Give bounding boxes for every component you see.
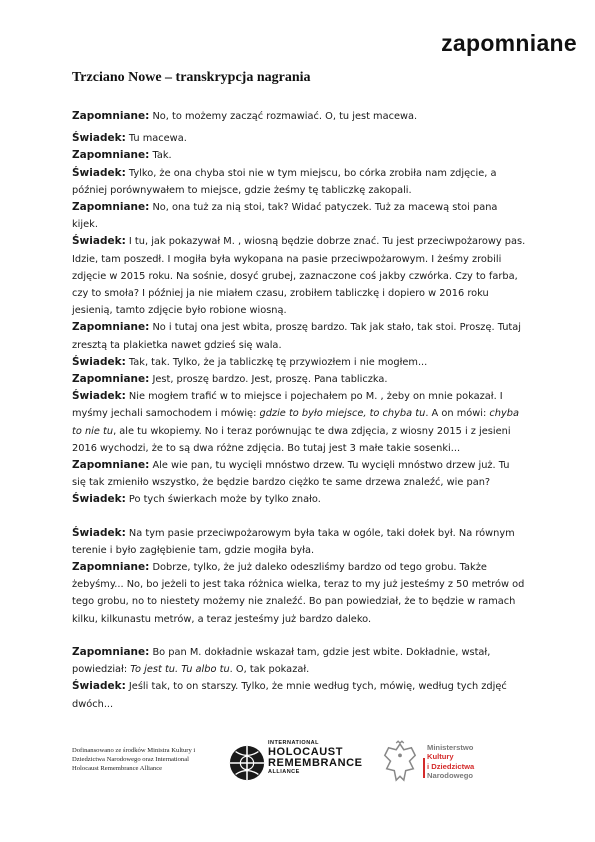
transcript-turn	[72, 199, 526, 233]
transcript-turn	[72, 525, 526, 559]
transcript-turn	[72, 644, 526, 678]
speaker-label: Zapomniane:	[72, 459, 150, 472]
ihra-logo	[228, 740, 368, 788]
transcript-turn	[72, 491, 526, 508]
turn-text: . A on mówi:	[425, 408, 490, 420]
turn-text: Ale wie pan, tu wycięli mnóstwo drzew. Tu wycięli mnóstwo drzew już. Tu się tak zmieniło wszystko, że będzie bardzo ciężko te same drzewa znaleźć, wie pan?	[72, 460, 510, 489]
transcript-turn	[72, 319, 526, 353]
page-title: Trzciano Nowe – transkrypcja nagrania	[72, 70, 311, 85]
speaker-label: Świadek:	[72, 355, 126, 368]
turn-italic-quote: To jest tu. Tu albo tu	[130, 664, 230, 676]
ministry-line: i Dziedzictwa	[427, 761, 475, 771]
speaker-label: Zapomniane:	[72, 149, 150, 162]
turn-italic-quote: gdzie to było miejsce, to chyba tu	[259, 408, 426, 420]
turn-text: Tu macewa.	[128, 133, 187, 145]
turn-text: Jeśli tak, to on starszy. Tylko, że mnie według tych, mówię, według tych zdjęć dwóch...	[72, 681, 507, 710]
turn-text: No i tutaj ona jest wbita, proszę bardzo. Tak jak stało, tak stoi. Proszę. Tutaj zresztą ta plakietka nawet gdzieś się wala.	[72, 322, 521, 351]
ministry-line: Narodowego	[427, 771, 473, 781]
transcript-turn	[72, 233, 526, 319]
transcript-turn	[72, 354, 526, 371]
footer	[72, 740, 532, 800]
ministry-line: Kultury	[427, 752, 454, 762]
speaker-label: Świadek:	[72, 526, 126, 539]
turn-text: Dobrze, tylko, że już daleko odeszliśmy bardzo od tego grobu. Także żebyśmy... No, bo jeżeli to jest taka różnica wielka, teraz to my już jesteśmy z 50 metrów od tego grobu, no to niestety możemy nie znaleźć. Bo pan powiedział, że to będzie w ramach kilku, kilkunastu metrów, a teraz jesteśmy już bardzo daleko.	[72, 562, 525, 625]
transcript-turn	[72, 165, 526, 199]
funding-note: Dofinansowano ze środków Ministra Kultury i Dziedzictwa Narodowego oraz International Holocaust Remembrance Alliance	[72, 747, 196, 772]
transcript-turn	[72, 371, 526, 388]
ministry-wordmark	[427, 743, 474, 781]
speaker-label: Zapomniane:	[72, 561, 150, 574]
ihra-wordmark	[268, 740, 363, 776]
speaker-label: Świadek:	[72, 493, 126, 506]
ihra-globe-icon	[228, 744, 266, 782]
speaker-label: Świadek:	[72, 235, 126, 248]
eagle-emblem-icon	[381, 740, 419, 786]
turn-text: Na tym pasie przeciwpożarowym była taka w ogóle, taki dołek był. Na równym terenie i było zagłębienie tam, gdzie mogiła była.	[72, 527, 515, 556]
speaker-label: Zapomniane:	[72, 201, 150, 214]
speaker-label: Zapomniane:	[72, 645, 150, 658]
transcript	[72, 108, 526, 713]
transcript-turn	[72, 678, 526, 712]
speaker-label: Świadek:	[72, 132, 126, 145]
speaker-label: Świadek:	[72, 390, 126, 403]
ihra-line: REMEMBRANCE	[268, 757, 363, 769]
turn-italic-quote: chyba to nie tu	[72, 408, 520, 437]
speaker-label: Świadek:	[72, 166, 126, 179]
transcript-turn	[72, 130, 526, 147]
transcript-turn	[72, 457, 526, 491]
turn-text: . O, tak pokazał.	[229, 664, 310, 676]
turn-text: Tak.	[152, 150, 172, 162]
transcript-turn	[72, 147, 526, 164]
speaker-label: Świadek:	[72, 680, 126, 693]
speaker-label: Zapomniane:	[72, 110, 150, 122]
turn-text: Jest, proszę bardzo. Jest, proszę. Pana tabliczka.	[152, 374, 388, 386]
turn-text: Tak, tak. Tylko, że ja tabliczkę tę przywiozłem i nie mogłem...	[128, 356, 428, 368]
ihra-line: INTERNATIONAL	[268, 740, 320, 746]
turn-text: No, ona tuż za nią stoi, tak? Widać patyczek. Tuż za macewą stoi pana kijek.	[72, 202, 498, 231]
transcript-turn	[72, 108, 526, 125]
ihra-line: ALLIANCE	[268, 769, 300, 775]
turn-text: Nie mogłem trafić w to miejsce i pojechałem po M. , żeby on mnie pokazał. I myśmy jechali samochodem i mówię:	[72, 391, 503, 420]
ministry-line: Ministerstwo	[427, 743, 474, 752]
turn-text: Bo pan M. dokładnie wskazał tam, gdzie jest wbite. Dokładnie, wstał, powiedział:	[72, 646, 491, 676]
speaker-label: Zapomniane:	[72, 373, 150, 386]
ministry-accent-bar	[423, 758, 425, 778]
turn-text: , ale tu wkopiemy. No i teraz porównując te dwa zdjęcia, z wiosny 2015 i z jesieni 2016 wychodzi, że to są dwa różne zdjęcia. Bo tutaj jest 3 małe takie sosenki...	[72, 425, 511, 454]
ministry-logo	[381, 740, 531, 790]
transcript-turn	[72, 559, 526, 628]
turn-text: Tylko, że ona chyba stoi nie w tym miejscu, bo córka zrobiła nam zdjęcie, a później porównywałem to miejsce, gdzie żeśmy tę tabliczkę zakopali.	[72, 167, 497, 196]
brand-logo: zapomniane	[441, 30, 577, 56]
ihra-line: HOLOCAUST	[268, 746, 344, 758]
turn-text: I tu, jak pokazywał M. , wiosną będzie dobrze znać. Tu jest przeciwpożarowy pas. Idzie, tam poszedł. I mogiła była wykopana na pasie przeciwpożarowym. I żeśmy zrobili zdjęcie w 2015 roku. Na sośnie, dosyć grubej, zaznaczone coś jakby czwórka. Czy to farba, czy to smoła? I później ja nie miałem czasu, zrobiłem tabliczkę i dopiero w 2016 roku jesienią, tamto zdjęcie było robione wiosną.	[72, 236, 526, 317]
turn-text: No, to możemy zacząć rozmawiać. O, tu jest macewa.	[152, 111, 418, 122]
speaker-label: Zapomniane:	[72, 321, 150, 334]
transcript-turn	[72, 388, 526, 457]
turn-text: Po tych świerkach może by tylko znało.	[128, 494, 321, 506]
